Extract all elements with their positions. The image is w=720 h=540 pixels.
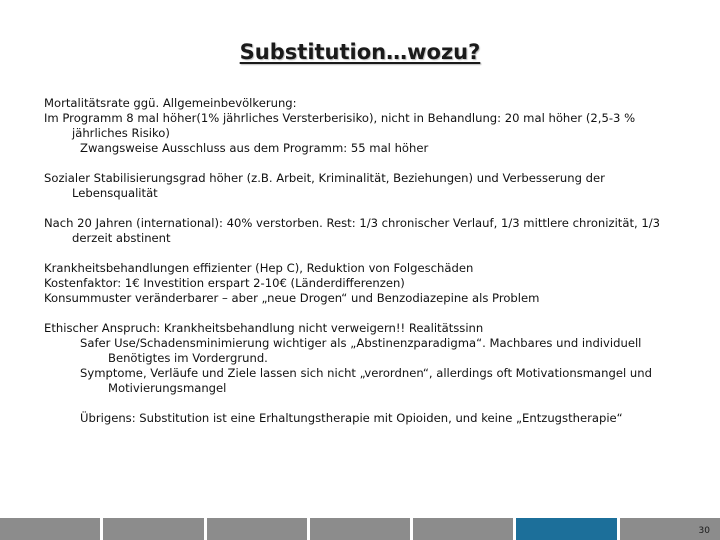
body-line: Nach 20 Jahren (international): 40% verstorben. Rest: 1/3 chronischer Verlauf, 1/3 mittlere chronizität, 1/3 derzeit abstinent bbox=[44, 216, 661, 245]
longterm-block bbox=[44, 216, 684, 246]
body-line: Im Programm 8 mal höher(1% jährliches Versterberisiko), nicht in Behandlung: 20 mal höher (2,5-3 % jährliches Risiko) bbox=[44, 111, 636, 140]
body-line: Sozialer Stabilisierungsgrad höher (z.B. Arbeit, Kriminalität, Beziehungen) und Verbesserung der Lebensqualität bbox=[44, 171, 605, 200]
stabilization-block bbox=[44, 171, 684, 201]
ethics-block bbox=[44, 321, 684, 396]
footer-segment bbox=[0, 518, 100, 540]
page-number: 30 bbox=[698, 526, 710, 536]
body-line: Symptome, Verläufe und Ziele lassen sich nicht „verordnen“, allerdings oft Motivationsmangel und Motivierungsmangel bbox=[80, 366, 652, 395]
body-line: Ethischer Anspruch: Krankheitsbehandlung nicht verweigern!! Realitätssinn bbox=[44, 321, 484, 335]
footer-segment bbox=[207, 518, 307, 540]
footer-bar bbox=[0, 518, 720, 540]
footer-segment bbox=[413, 518, 513, 540]
efficiency-block bbox=[44, 261, 684, 306]
footer-segment-active bbox=[516, 518, 616, 540]
body-line: Übrigens: Substitution ist eine Erhaltungstherapie mit Opioiden, und keine „Entzugstherapie“ bbox=[80, 411, 623, 425]
mortality-block bbox=[44, 96, 684, 156]
remark-block bbox=[44, 411, 684, 426]
slide-title: Substitution…wozu? bbox=[239, 40, 481, 64]
body-line: Konsummuster veränderbarer – aber „neue Drogen“ und Benzodiazepine als Problem bbox=[44, 291, 540, 305]
body-line: Safer Use/Schadensminimierung wichtiger als „Abstinenzparadigma“. Machbares und individuell Benötigtes im Vordergrund. bbox=[80, 336, 642, 365]
footer-segment bbox=[310, 518, 410, 540]
body-line: Zwangsweise Ausschluss aus dem Programm: 55 mal höher bbox=[80, 141, 429, 155]
body-line: Krankheitsbehandlungen effizienter (Hep C), Reduktion von Folgeschäden bbox=[44, 261, 474, 275]
body-line: Mortalitätsrate ggü. Allgemeinbevölkerung: bbox=[44, 96, 297, 110]
body-line: Kostenfaktor: 1€ Investition erspart 2-10€ (Länderdifferenzen) bbox=[44, 276, 405, 290]
slide-body bbox=[44, 96, 684, 441]
footer-segment bbox=[103, 518, 203, 540]
